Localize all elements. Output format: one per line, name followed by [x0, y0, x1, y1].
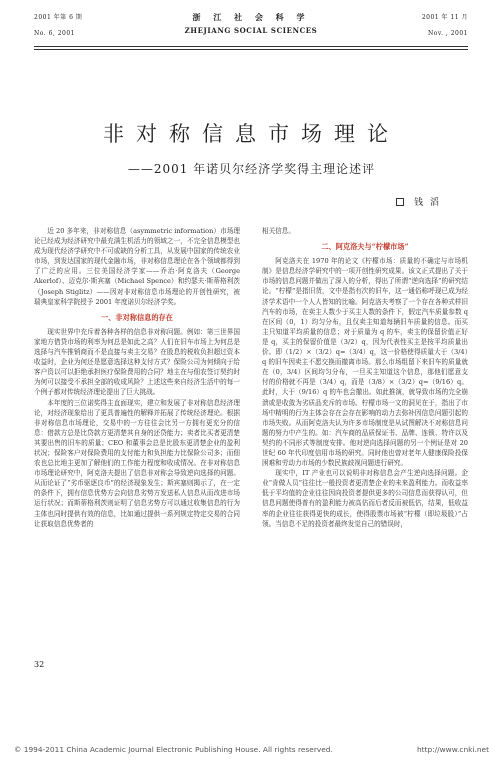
date-label-en: Nov. , 2001: [428, 30, 468, 37]
section-heading: 一、非对称信息的存在: [101, 312, 173, 322]
date-label: 2001 年 11 月: [421, 14, 468, 21]
journal-title: 浙 江 社 会 科 学: [192, 12, 310, 22]
right-column: [262, 226, 468, 674]
copyright-text: © 1994-2011 China Academic Journal Electronic Publishing House. All rights reserved.: [14, 745, 333, 754]
left-column: [34, 226, 240, 656]
article-title: 非对称信息市场理论: [103, 122, 400, 146]
paragraph: 相关信息。: [262, 227, 295, 235]
paragraph: 现实中，IT 产业也可以说明非对称信息会产生逆向选择问题。企业“肯做人员”往往比一般投资者更清楚企业的未来盈利能力。而收益率低于平均值的企业往往因向投资者提供更多的公司信息而获得认可，但信息问题使得普有的盈利能力被高估而后者反而被低估，结果，低收益率的企业往往获得更快的成长，使得股票市场被“柠檬（即垃圾股）”占领。当信息不足的投资者最终发觉自己的错误时，: [262, 469, 468, 528]
issue-label: 2001 年第 6 期: [34, 14, 83, 21]
header-rule-thin: [34, 49, 468, 50]
author-box-icon: [396, 198, 404, 206]
journal-title-en: ZHEJIANG SOCIAL SCIENCES: [184, 26, 318, 35]
copyright-footer: [14, 745, 489, 754]
paragraph: 近 20 多年来，非对称信息（asymmetric information）市场理论已经成为经济研究中最充满生机活力的领域之一，不完全信息模型也成为现代经济学研究中不可或缺的分析工具，从发展中国家的传统农业市场，到发达国家的现代金融市场，非对称信息理论在各个领域都得到了广泛的应用。三位美国经济学家——乔治·阿克洛夫（George Akerlof）、迈克尔·斯宾塞（Michael Spence）和约瑟夫·斯蒂格利茨（Joseph Stiglitz）——因对非对称信息市场理论的开创性研究，被瑞典皇家科学院授予 2001 年度诺贝尔经济学奖。: [34, 227, 240, 306]
header-rule: [34, 46, 468, 47]
author-name: 钱 滔: [414, 198, 441, 208]
paragraph: 阿克洛夫在 1970 年的论文《柠檬市场：质量的不确定与市场机制》是信息经济学研究中的一项开创性研究成果。该文正式提出了关于市场的信息问题并做出了深入的分析，得出了所谓“逆向选择”的研究结论。“柠檬”是指旧货，文中是指有次的旧车，这一通俗称呼现已成为经济学术语中一个人人皆知的比喻。阿克洛夫考察了一个存在各种式样旧汽车的市场，在卖主人数少于买主人数的条件下，假定汽车质量参数 q 在区间（0，1）均匀分布，且仅卖主知道每辆旧车质量的信息。而买主只知道平均质量的信息；对于质量为 q 的车，卖主的保留价值正好是 q，买主的保留价值是（3/2）q，因为代表性买主是按平均质量出价。即（1/2）×（3/2）q=（3/4）q，这一价格使得质量大于（3/4）q 的旧车因卖主不愿交换而撤离市场。那么市场组留下来旧车的质量就在（0，3/4）区间均匀分布，一旦买主知道这个信息，那他们愿意支付的价格就不再是（3/4）q，而是（3/8）×（3/2）q=（9/16）q。此时，大于（9/16）q 的车也会撤出。如此推演，就导致市场的完全崩溃或是收敛为劣质品充斥的市场。柠檬市场一文的洞见在于，指出了市场中精明的行为主体会存在会存在影响的动力去弥补因信息问题引起的市场失败。从而阿克洛夫认为许多市场制度是从试图解决不对称信息问题的努力中产生的。如：汽车商的品质保证书、品牌、连锁、特许以及契约的不同形式等制度安排。他对逆向选择问题的另一个例证是对 20 世纪 60 年代印度信用市场的研究。同时他也曾对老年人健康保险投保困难和劳动力市场的少数民族歧视问题进行研究。: [262, 257, 468, 468]
section-heading: 二、阿克洛夫与“柠檬市场”: [321, 242, 409, 252]
author-line: [396, 195, 441, 208]
issue-label-en: No. 6, 2001: [34, 30, 75, 37]
journal-header: [34, 8, 468, 46]
source-link[interactable]: http://www.cnki.net: [416, 745, 489, 754]
paragraph: 现实世界中充斥着各种各样的信息非对称问题。例如：第三世界国家地方借贷市场的利率为何总是如此之高？人们在旧车市场上为何总是选择与汽车推销商而不是直接与卖主交易？在股息的税收负担超过资本收益时，企业为何还是愿意选择这种支付方式？保险公司为何倾向于给客户资以可以拒绝承担医疗保险费用的合同？地主在与佃农签订契约时为何可以接受不承担全部的收成风险？上述这些来自经济生活中的每一个例子都对传统经济理论提出了巨大挑战。: [34, 327, 240, 397]
page-number: 32: [34, 660, 45, 669]
paragraph: 本年度的三位诺奖得主直面现实，建立和发展了非对称信息经济理论，对经济现象给出了更具普遍性的解释并拓展了传统经济理论。根据非对称信息市场理论，交易中的一方往往会比另一方拥有更充分的信息：借款方总是比贷款方更清楚其自身的还贷能力；卖者比买者更清楚其要出售的旧车的质量；CEO 和董事会总是比股东更清楚企业的盈利状况；保险客户对保险费用的支付能力和负担能力比保险公司多；而佃农也总比地主更加了解他们的工作能力程度和收成情况。在非对称信息市场理论研究中，阿克洛夫提出了信息非对称会导致逆向选择的问题。从而论证了“劣币驱逐良币”的经济现象发生；斯宾塞则揭示了，在一定的条件下，拥有信息优势方会向信息劣势方发送私人信息从而改进市场运行状况；而斯蒂格利茨则证明了信息劣势方可以通过收集信息的行为主体也同时提供有效的信息，比如通过提供一系列规定特定交易的合同让获取信息优势者的: [34, 398, 240, 528]
article-subtitle: ——2001 年诺贝尔经济学奖得主理论述评: [127, 162, 376, 176]
